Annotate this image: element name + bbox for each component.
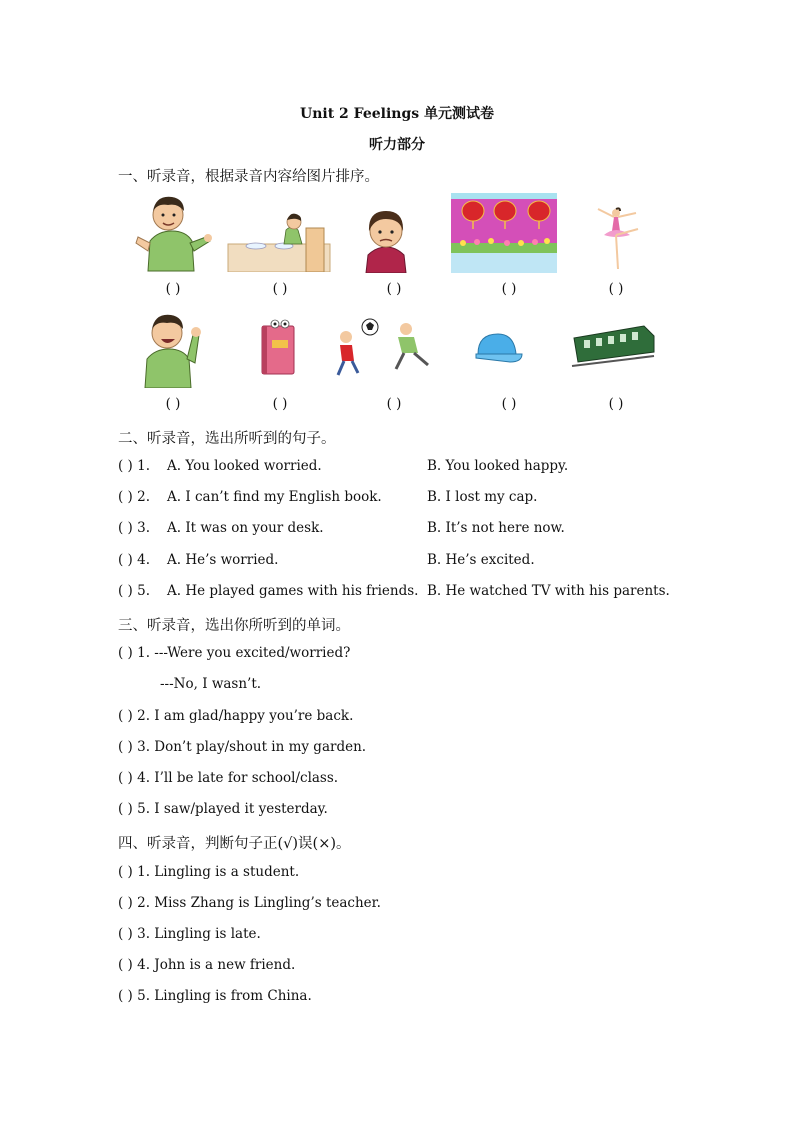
section1-heading: 一、听录音，根据录音内容给图片排序。 [118,169,379,185]
option-b: B. You looked happy. [427,458,569,474]
option-a: A. He’s worried. [167,552,279,568]
cap-icon [470,330,524,366]
section4-line: ( ) 3. Lingling is late. [118,926,261,942]
picture-blank[interactable]: ( ) [272,396,288,412]
section3-line: ( ) 1. ---Were you excited/worried? [118,645,351,661]
section3-line: ( ) 2. I am glad/happy you’re back. [118,708,354,724]
section4-line: ( ) 1. Lingling is a student. [118,864,300,880]
option-b: B. He watched TV with his parents. [427,583,670,599]
section3-heading: 三、听录音，选出你所听到的单词。 [118,618,350,634]
children-playing-football-icon [332,317,440,377]
picture-blank[interactable]: ( ) [165,281,181,297]
page-title: Unit 2 Feelings 单元测试卷 [299,106,494,122]
picture-blank[interactable]: ( ) [386,281,402,297]
option-b: B. It’s not here now. [427,520,565,536]
section4-line: ( ) 2. Miss Zhang is Lingling’s teacher. [118,895,381,911]
worried-girl-icon [356,205,416,273]
happy-boy-icon [135,313,207,388]
picture-blank[interactable]: ( ) [501,396,517,412]
section3-line: ---No, I wasn’t. [160,676,262,692]
question-number[interactable]: ( ) 4. [118,552,150,568]
picture-blank[interactable]: ( ) [386,396,402,412]
picture-blank[interactable]: ( ) [272,281,288,297]
option-a: A. You looked worried. [167,458,322,474]
section3-line: ( ) 5. I saw/played it yesterday. [118,801,328,817]
question-number[interactable]: ( ) 5. [118,583,150,599]
ballet-dancer-icon [590,205,644,271]
section3-line: ( ) 3. Don’t play/shout in my garden. [118,739,367,755]
train-icon [570,322,656,370]
section4-line: ( ) 5. Lingling is from China. [118,988,312,1004]
option-a: A. It was on your desk. [167,520,324,536]
picture-blank[interactable]: ( ) [608,281,624,297]
boy-at-table-icon [226,210,332,272]
option-a: A. I can’t find my English book. [167,489,382,505]
option-b: B. He’s excited. [427,552,535,568]
boy-talking-icon [128,193,214,273]
picture-blank[interactable]: ( ) [501,281,517,297]
section4-heading: 四、听录音，判断句子正(√)误(×)。 [118,836,351,852]
picture-blank[interactable]: ( ) [608,396,624,412]
question-number[interactable]: ( ) 2. [118,489,150,505]
option-a: A. He played games with his friends. [167,583,419,599]
section3-line: ( ) 4. I’ll be late for school/class. [118,770,339,786]
question-number[interactable]: ( ) 3. [118,520,150,536]
book-icon [258,318,298,376]
page-subtitle: 听力部分 [369,137,425,153]
section4-line: ( ) 4. John is a new friend. [118,957,296,973]
picture-blank[interactable]: ( ) [165,396,181,412]
option-b: B. I lost my cap. [427,489,538,505]
section2-heading: 二、听录音，选出所听到的句子。 [118,431,336,447]
question-number[interactable]: ( ) 1. [118,458,150,474]
lanterns-garden-icon [451,193,557,273]
